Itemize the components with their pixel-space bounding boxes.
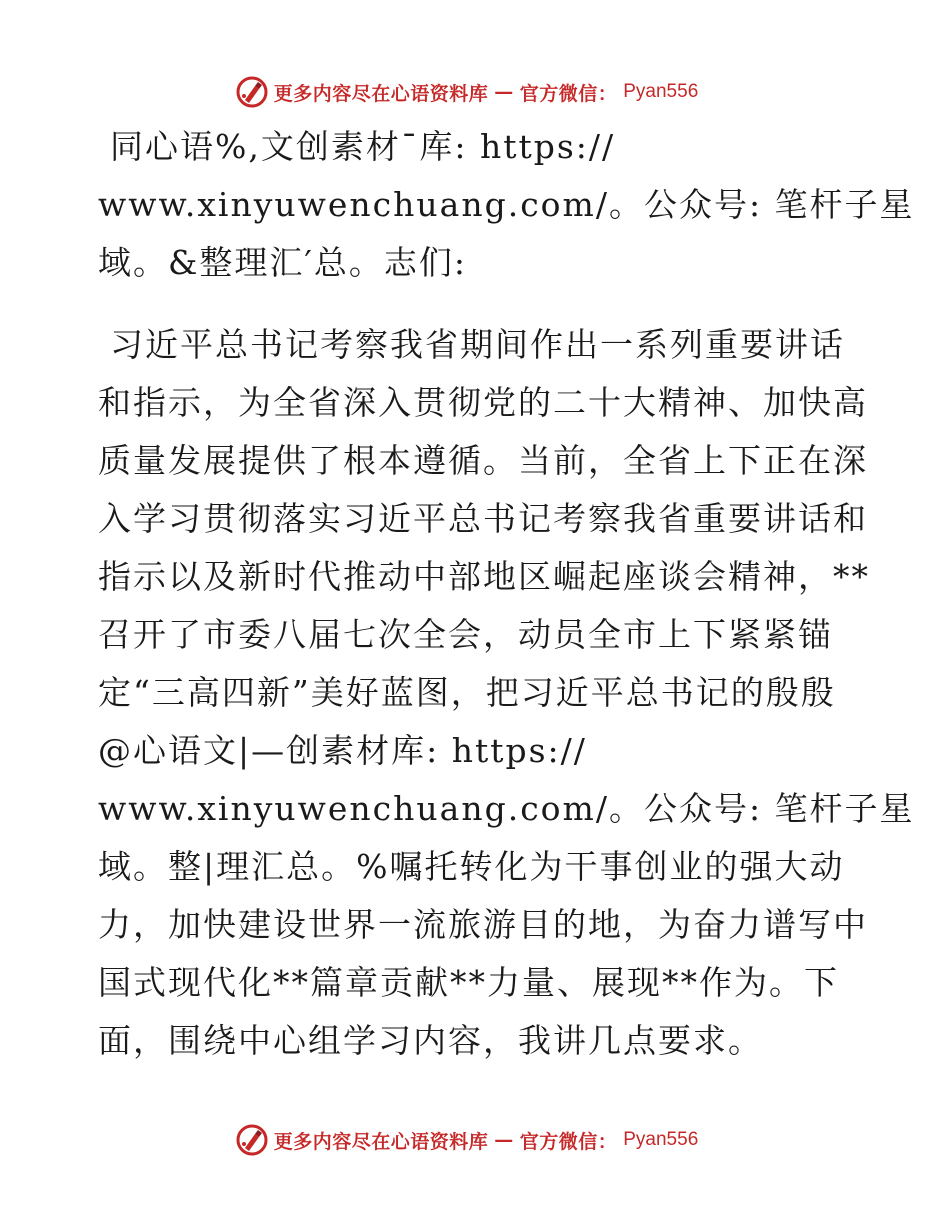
text-line: 指示以及新时代推动中部地区崛起座谈会精神，** bbox=[98, 557, 870, 596]
text-line: www.xinyuwenchuang.com/。公众号: 笔杆子星 bbox=[98, 185, 915, 224]
text-line: 召开了市委八届七次全会，动员全市上下紧紧锚 bbox=[98, 615, 833, 654]
text-line: 同心语%,文创素材¯库: https:// bbox=[110, 127, 616, 166]
text-line: www.xinyuwenchuang.com/。公众号: 笔杆子星 bbox=[98, 789, 915, 828]
footer-separator: — bbox=[494, 1129, 514, 1151]
footer-wechat-label: 官方微信： bbox=[519, 1130, 618, 1153]
header-wechat-id: Pyan556 bbox=[623, 81, 699, 102]
header-separator: — bbox=[494, 81, 514, 103]
text-line: 定“三高四新”美好蓝图，把习近平总书记的殷殷 bbox=[98, 673, 836, 712]
text-line: 面，围绕中心组学习内容，我讲几点要求。 bbox=[98, 1021, 763, 1060]
paragraph-1 bbox=[98, 118, 915, 292]
text-line: 习近平总书记考察我省期间作出一系列重要讲话 bbox=[110, 325, 845, 364]
text-line: 国式现代化**篇章贡献**力量、展现**作为。下 bbox=[98, 963, 839, 1002]
header-wechat-label: 官方微信： bbox=[519, 82, 618, 105]
text-line: 入学习贯彻落实习近平总书记考察我省重要讲话和 bbox=[98, 499, 868, 538]
text-line: @心语文|—创素材库: https:// bbox=[98, 731, 587, 770]
header-slogan: 更多内容尽在心语资料库 bbox=[273, 82, 489, 105]
header-banner bbox=[0, 72, 950, 112]
text-line: 和指示，为全省深入贯彻党的二十大精神、加快高 bbox=[98, 383, 868, 422]
footer-wechat-id: Pyan556 bbox=[623, 1129, 699, 1150]
pen-nib-logo-icon bbox=[236, 1124, 268, 1156]
text-line: 力，加快建设世界一流旅游目的地，为奋力谱写中 bbox=[98, 905, 868, 944]
text-line: 质量发展提供了根本遵循。当前，全省上下正在深 bbox=[98, 441, 868, 480]
pen-nib-logo-icon bbox=[236, 76, 268, 108]
footer-slogan: 更多内容尽在心语资料库 bbox=[273, 1130, 489, 1153]
footer-banner bbox=[0, 1120, 950, 1160]
text-line: 域。整|理汇总。%嘱托转化为干事创业的强大动 bbox=[98, 847, 845, 886]
paragraph-2 bbox=[98, 316, 915, 1070]
text-line: 域。&整理汇′总。志们: bbox=[98, 243, 467, 282]
document-body bbox=[98, 118, 915, 1070]
